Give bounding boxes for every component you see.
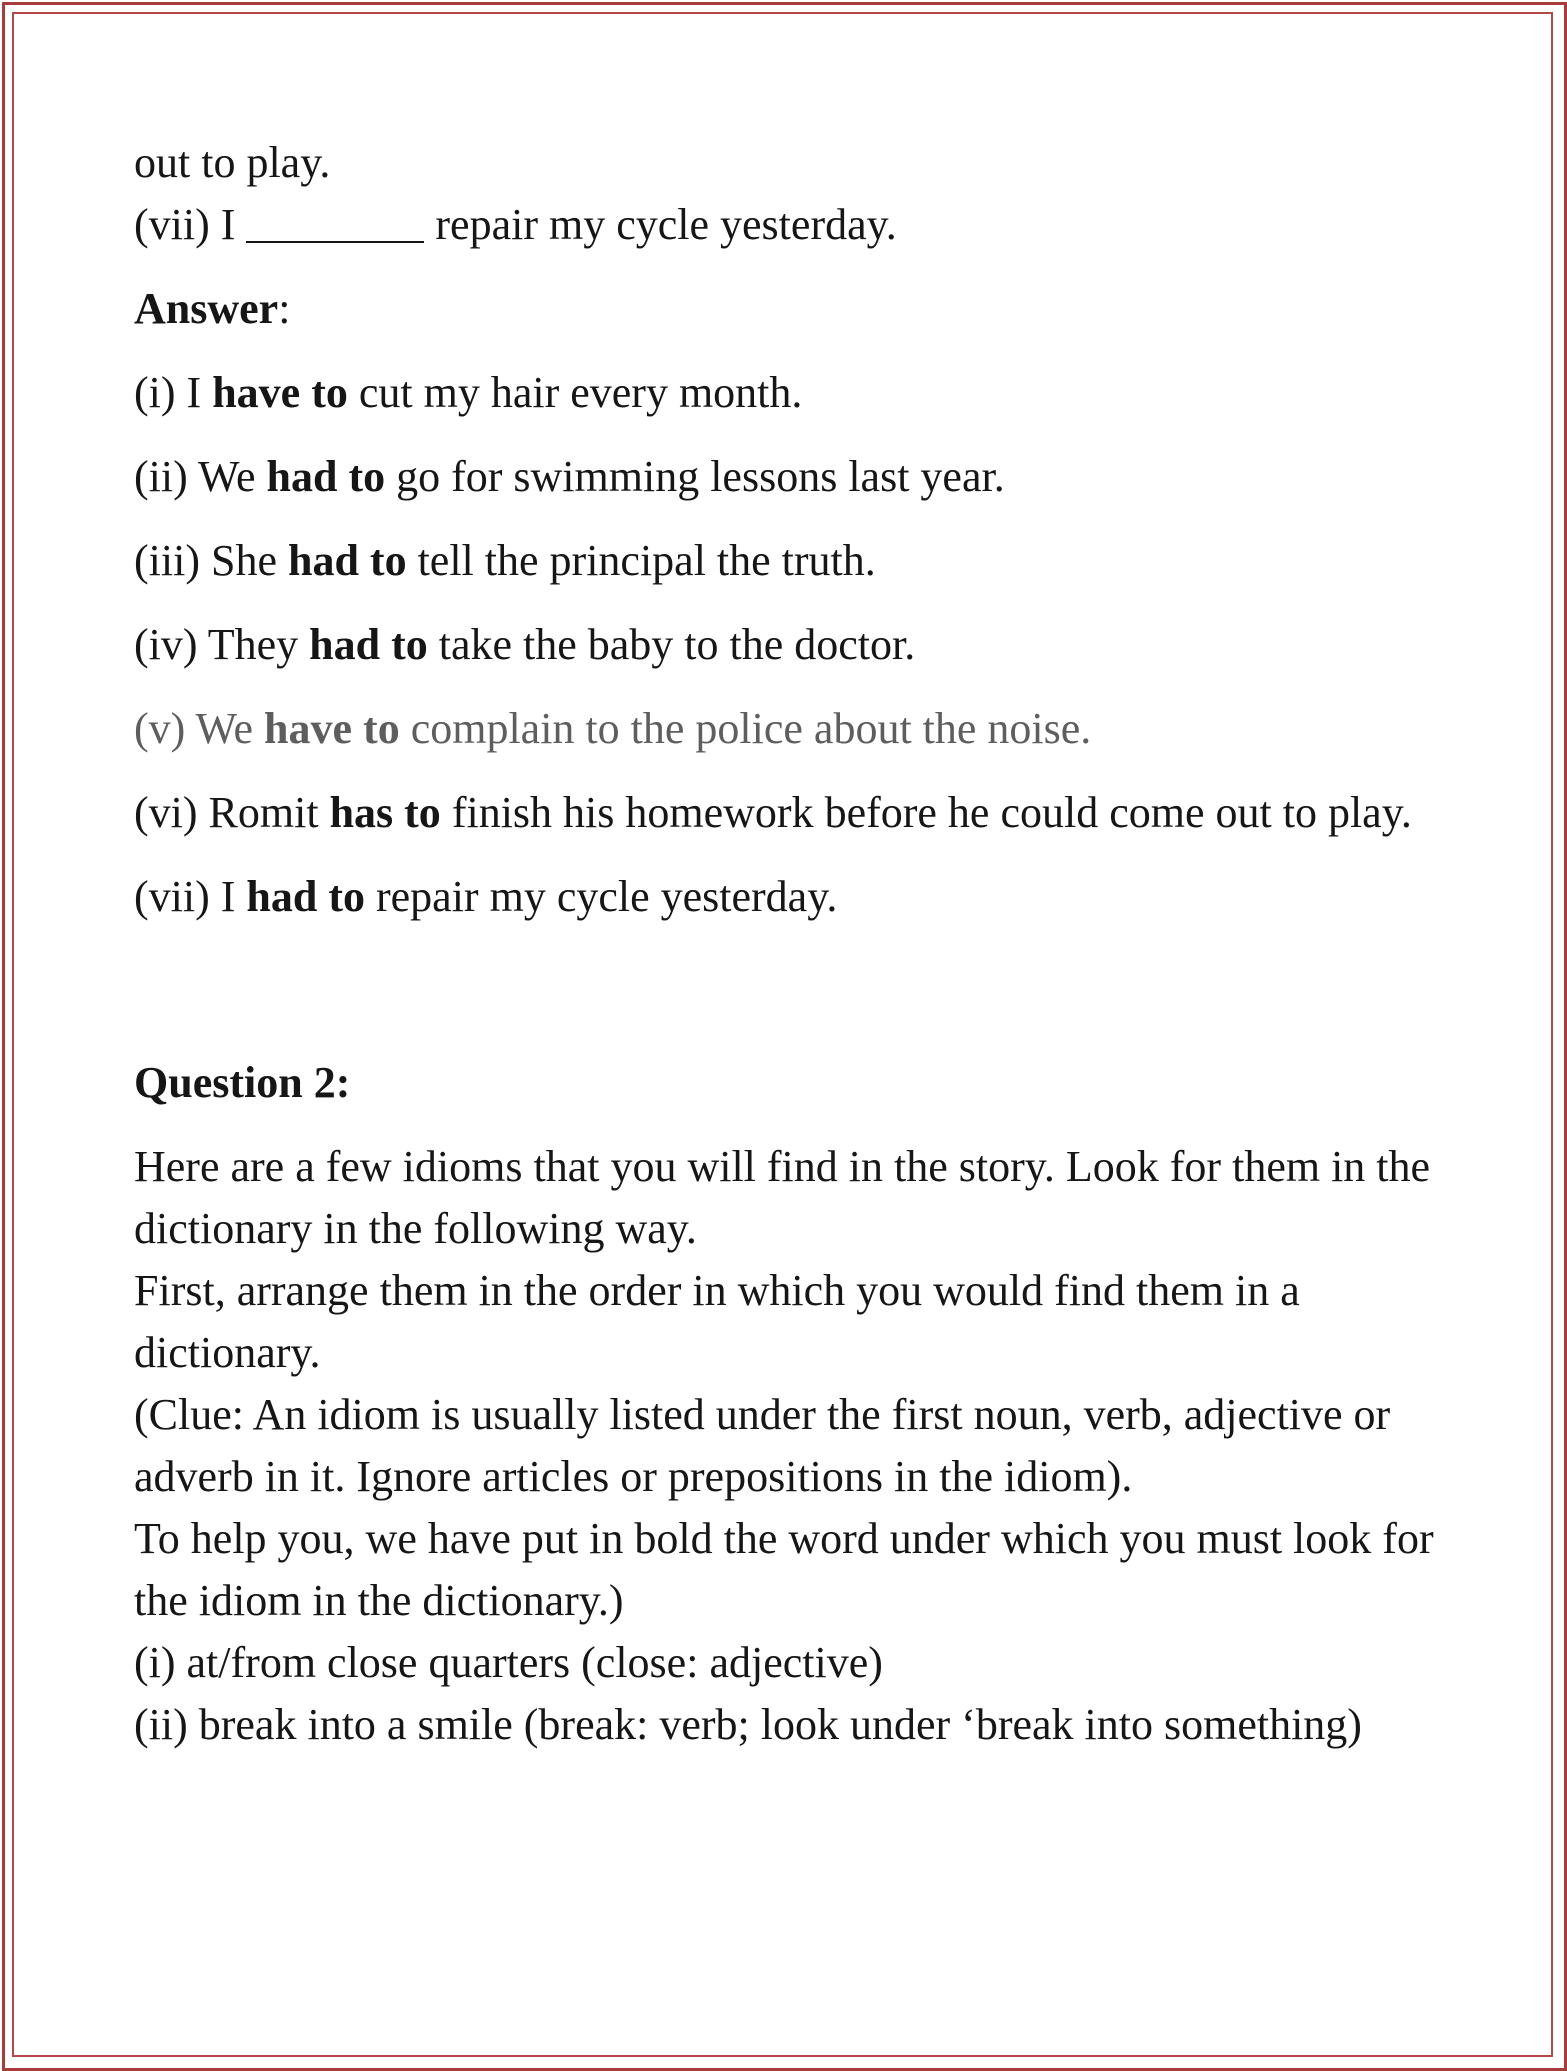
answer-item-rest: finish his homework before he could come out to play.	[451, 788, 1412, 837]
answer-heading-label: Answer	[134, 284, 279, 333]
question-2-heading-label: Question 2:	[134, 1058, 351, 1107]
answer-item-rest: go for swimming lessons last year.	[396, 452, 1005, 501]
answer-item-prefix: (vi) Romit	[134, 788, 319, 837]
answer-item-modal: have to	[264, 704, 400, 753]
answer-item-modal: had to	[266, 452, 386, 501]
question-7-suffix: repair my cycle yesterday.	[435, 200, 897, 249]
answer-item-prefix: (i) I	[134, 368, 202, 417]
idiom-item: (i) at/from close quarters (close: adjective)	[134, 1638, 883, 1687]
answer-item-prefix: (ii) We	[134, 452, 256, 501]
answer-item-modal: had to	[287, 536, 407, 585]
question-2-instruction: First, arrange them in the order in which you would find them in a dictionary.	[134, 1266, 1300, 1377]
answer-item	[134, 446, 1454, 508]
fill-in-blank	[246, 201, 424, 243]
answer-heading-colon: :	[278, 284, 291, 333]
answer-item-prefix: (iv) They	[134, 620, 299, 669]
answer-item-rest: repair my cycle yesterday.	[376, 872, 838, 921]
answer-item-rest: tell the principal the truth.	[417, 536, 876, 585]
answer-item-modal: have to	[212, 368, 348, 417]
answer-item-prefix: (vii) I	[134, 872, 236, 921]
answer-item-modal: had to	[309, 620, 428, 669]
answer-item	[134, 530, 1454, 592]
question-2-intro: Here are a few idioms that you will find in the story. Look for them in the dictionary in the following way.	[134, 1142, 1431, 1253]
answer-heading	[134, 278, 1454, 340]
question-7-prefix: (vii) I	[134, 200, 236, 249]
document-body	[134, 132, 1454, 1756]
continuation-line: out to play.	[134, 138, 331, 187]
answer-item-rest: complain to the police about the noise.	[410, 704, 1092, 753]
question-7-line	[134, 194, 1454, 256]
answer-item-rest: cut my hair every month.	[358, 368, 803, 417]
question-2-clue: (Clue: An idiom is usually listed under the first noun, verb, adjective or adverb in it. Ignore articles or prepositions in the idiom).	[134, 1390, 1391, 1501]
answer-item-prefix: (v) We	[134, 704, 254, 753]
answer-item	[134, 698, 1454, 760]
idiom-item: (ii) break into a smile (break: verb; look under ‘break into something)	[134, 1700, 1362, 1749]
answer-item-modal: had to	[246, 872, 365, 921]
question-2-help: To help you, we have put in bold the word under which you must look for the idiom in the dictionary.)	[134, 1514, 1434, 1625]
question-2-heading	[134, 1052, 1454, 1114]
answer-item	[134, 362, 1454, 424]
answer-item-prefix: (iii) She	[134, 536, 277, 585]
answer-item	[134, 614, 1454, 676]
answer-item-modal: has to	[329, 788, 441, 837]
answer-item-rest: take the baby to the doctor.	[438, 620, 916, 669]
answer-item	[134, 782, 1454, 844]
answer-item	[134, 866, 1454, 928]
